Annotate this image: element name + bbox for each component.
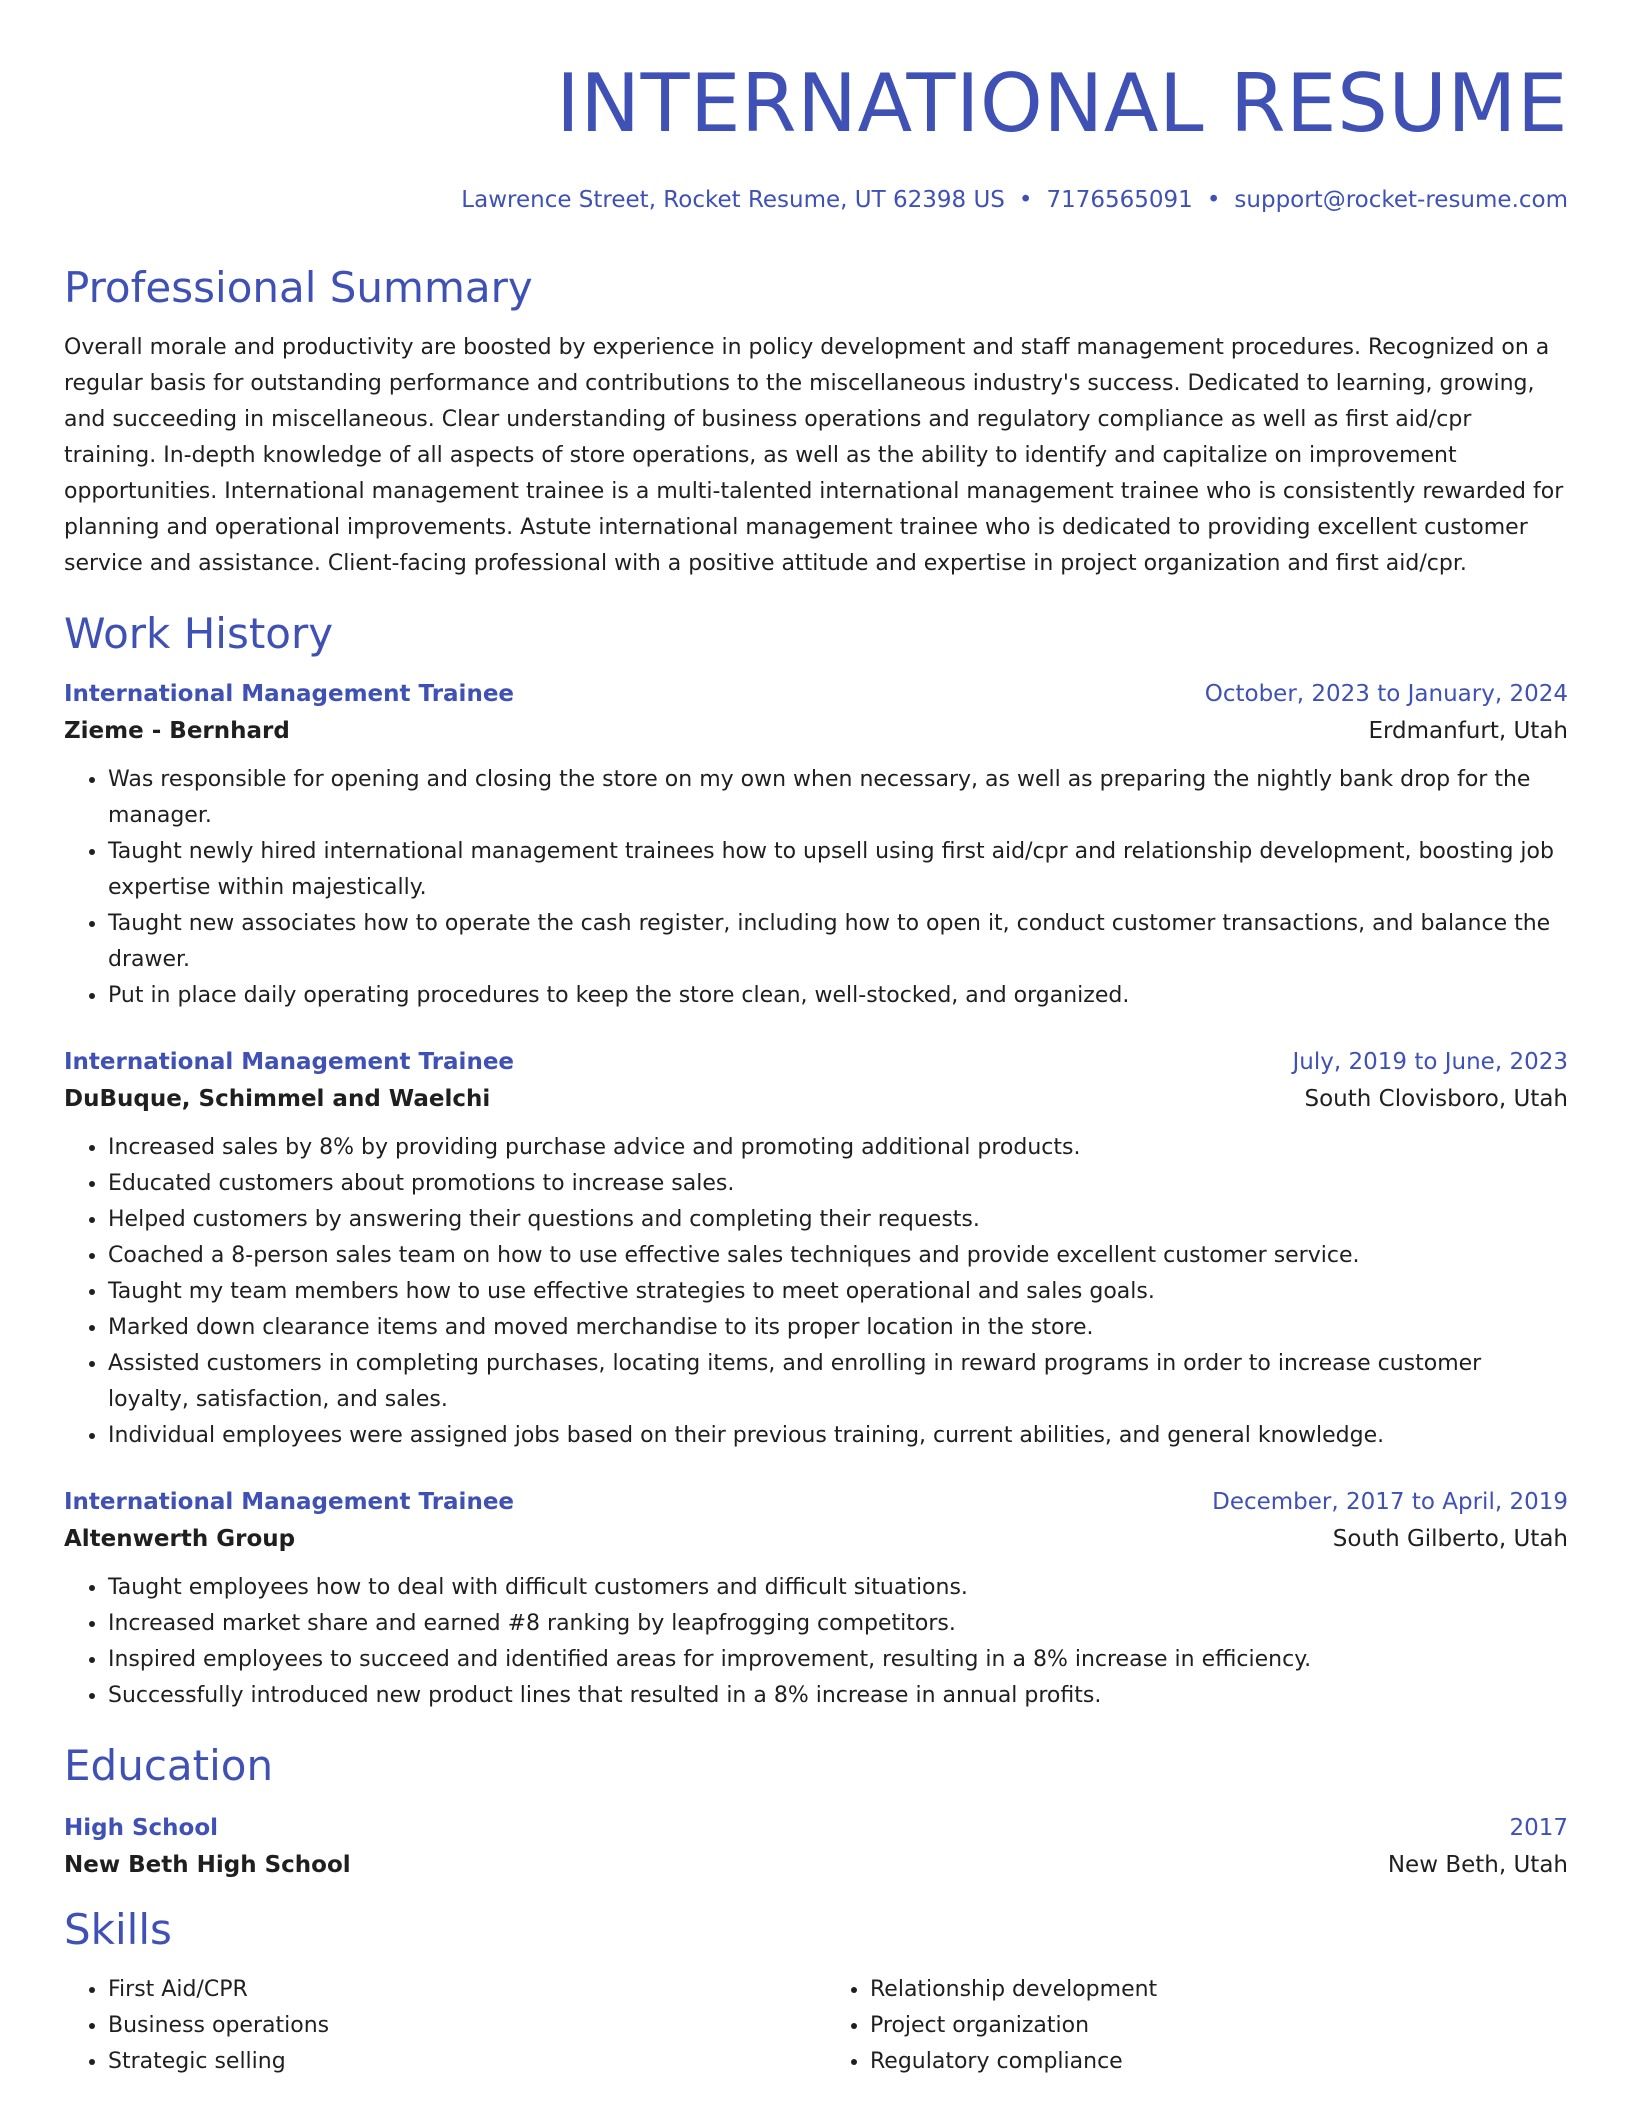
contact-line bbox=[64, 186, 1568, 214]
education-school: New Beth High School bbox=[64, 1852, 351, 1878]
job-bullet: • Coached a 8-person sales team on how to use effective sales techniques and provide excellent customer service. bbox=[108, 1238, 1568, 1274]
contact-phone[interactable]: 7176565091 bbox=[1046, 187, 1193, 213]
job-bullet: • Inspired employees to succeed and identified areas for improvement, resulting in a 8% increase in efficiency. bbox=[108, 1642, 1568, 1678]
job-bullet: • Taught new associates how to operate the cash register, including how to open it, conduct customer transactions, and balance the drawer. bbox=[108, 906, 1568, 978]
job-bullet: • Taught newly hired international management trainees how to upsell using first aid/cpr and relationship development, boosting job expertise within majestically. bbox=[108, 834, 1568, 906]
education-degree: High School bbox=[64, 1815, 219, 1841]
skills-heading: Skills bbox=[64, 1905, 172, 1954]
job-bullet: • Educated customers about promotions to increase sales. bbox=[108, 1166, 1568, 1202]
job-bullets bbox=[64, 762, 1568, 1014]
job-bullets bbox=[64, 1570, 1568, 1714]
education-heading: Education bbox=[64, 1741, 274, 1790]
resume-name: INTERNATIONAL RESUME bbox=[556, 57, 1568, 150]
education-school-row bbox=[64, 1846, 1568, 1884]
contact-email[interactable]: support@rocket-resume.com bbox=[1234, 187, 1568, 213]
job-location: South Clovisboro, Utah bbox=[1304, 1086, 1568, 1112]
skill-item: • Regulatory compliance bbox=[870, 2044, 1568, 2080]
job-bullet: • Helped customers by answering their questions and completing their requests. bbox=[108, 1202, 1568, 1238]
education-location: New Beth, Utah bbox=[1387, 1852, 1568, 1878]
job-location: Erdmanfurt, Utah bbox=[1368, 718, 1568, 744]
contact-address: Lawrence Street, Rocket Resume, UT 62398 US bbox=[461, 187, 1005, 213]
skill-item: • Project organization bbox=[870, 2008, 1568, 2044]
job-bullet: • Individual employees were assigned jobs based on their previous training, current abilities, and general knowledge. bbox=[108, 1418, 1568, 1454]
job-company: DuBuque, Schimmel and Waelchi bbox=[64, 1086, 491, 1112]
summary-text: Overall morale and productivity are boosted by experience in policy development and staff management procedures. Recognized on a regular basis for outstanding performance and contributions to the miscellaneous industry's success. Dedicated to learning, growing, and succeeding in miscellaneous. Clear understanding of business operations and regulatory compliance as well as first aid/cpr training. In-depth knowledge of all aspects of store operations, as well as the ability to identify and capitalize on improvement opportunities. International management trainee is a multi-talented international management trainee who is consistently rewarded for planning and operational improvements. Astute international management trainee who is dedicated to providing excellent customer service and assistance. Client-facing professional with a positive attitude and expertise in project organization and first aid/cpr. bbox=[64, 335, 1564, 576]
summary-heading: Professional Summary bbox=[64, 263, 533, 312]
job-header-row bbox=[64, 1484, 1568, 1520]
job-header-row bbox=[64, 676, 1568, 712]
job-entry bbox=[64, 1044, 1568, 1454]
job-dates: July, 2019 to June, 2023 bbox=[1292, 1049, 1568, 1075]
job-company: Altenwerth Group bbox=[64, 1526, 296, 1552]
job-entry bbox=[64, 676, 1568, 1014]
contact-separator: • bbox=[1018, 187, 1033, 213]
resume-page bbox=[64, 0, 1568, 2080]
work-history-heading: Work History bbox=[64, 609, 334, 658]
job-title: International Management Trainee bbox=[64, 1489, 515, 1515]
job-title: International Management Trainee bbox=[64, 681, 515, 707]
education-entry bbox=[64, 1810, 1568, 1884]
contact-separator: • bbox=[1206, 187, 1221, 213]
job-bullet: • Successfully introduced new product lines that resulted in a 8% increase in annual profits. bbox=[108, 1678, 1568, 1714]
job-bullet: • Marked down clearance items and moved merchandise to its proper location in the store. bbox=[108, 1310, 1568, 1346]
job-entry bbox=[64, 1484, 1568, 1714]
job-bullet: • Put in place daily operating procedures to keep the store clean, well-stocked, and organized. bbox=[108, 978, 1568, 1014]
job-bullet: • Increased sales by 8% by providing purchase advice and promoting additional products. bbox=[108, 1130, 1568, 1166]
job-dates: December, 2017 to April, 2019 bbox=[1212, 1489, 1568, 1515]
job-location: South Gilberto, Utah bbox=[1332, 1526, 1568, 1552]
education-year: 2017 bbox=[1509, 1815, 1568, 1841]
job-bullet: • Taught my team members how to use effective strategies to meet operational and sales goals. bbox=[108, 1274, 1568, 1310]
skill-item: • Relationship development bbox=[870, 1972, 1568, 2008]
skills-list bbox=[64, 1972, 1568, 2080]
job-company: Zieme - Bernhard bbox=[64, 718, 290, 744]
job-company-row bbox=[64, 1520, 1568, 1558]
job-header-row bbox=[64, 1044, 1568, 1080]
skill-item: • Business operations bbox=[108, 2008, 806, 2044]
skills-column-right bbox=[806, 1972, 1568, 2080]
job-bullet: • Was responsible for opening and closing the store on my own when necessary, as well as preparing the nightly bank drop for the manager. bbox=[108, 762, 1568, 834]
job-bullets bbox=[64, 1130, 1568, 1454]
skill-item: • Strategic selling bbox=[108, 2044, 806, 2080]
job-title: International Management Trainee bbox=[64, 1049, 515, 1075]
job-bullet: • Taught employees how to deal with difficult customers and difficult situations. bbox=[108, 1570, 1568, 1606]
job-company-row bbox=[64, 712, 1568, 750]
job-bullet: • Assisted customers in completing purchases, locating items, and enrolling in reward programs in order to increase customer loyalty, satisfaction, and sales. bbox=[108, 1346, 1568, 1418]
skills-column-left bbox=[64, 1972, 806, 2080]
job-dates: October, 2023 to January, 2024 bbox=[1204, 681, 1568, 707]
skill-item: • First Aid/CPR bbox=[108, 1972, 806, 2008]
job-bullet: • Increased market share and earned #8 ranking by leapfrogging competitors. bbox=[108, 1606, 1568, 1642]
education-header-row bbox=[64, 1810, 1568, 1846]
job-company-row bbox=[64, 1080, 1568, 1118]
